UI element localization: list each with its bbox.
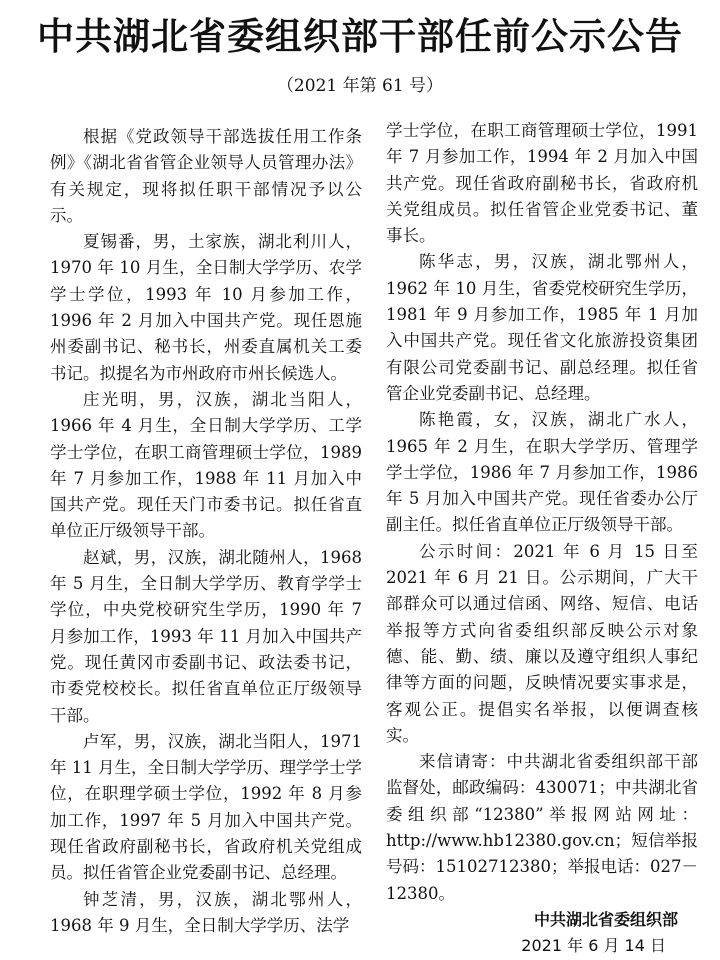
candidate-paragraph-continued: 学士学位，在职工商管理硕士学位，1991 年 7 月参加工作，1994 年 2 月加入中国共产党。现任省政府副秘书长，省政府机关党组成员。拟任省管企业党委书记、董事长。 (386, 121, 698, 246)
contact-paragraph: 来信请寄：中共湖北省委组织部干部监督处，邮政编码：430071；中共湖北省委组织部“12380”举报网站网址：http://www.hb12380.gov.cn；短信举报号码：15102712380；举报电话：027－12380。 (386, 752, 698, 903)
intro-paragraph: 根据《党政领导干部选拔任用工作条例》《湖北省省管企业领导人员管理办法》有关规定，现将拟任职干部情况予以公示。 (50, 127, 362, 225)
signature-org: 中共湖北省委组织部 (533, 909, 678, 929)
publicity-period-paragraph: 公示时间：2021 年 6 月 15 日至 2021 年 6 月 21 日。公示期间，广大干部群众可以通过信函、网络、短信、电话举报等方式向省委组织部反映公示对象德、能、勤、绩、廉以及遵守组织人事纪律等方面的问题，反映情况要实事求是，客观公正。提倡实名举报，以便调查核实。 (386, 541, 698, 745)
signature-date: 2021 年 6 月 14 日 (521, 936, 666, 956)
candidate-paragraph: 庄光明，男，汉族，湖北当阳人，1966 年 4 月生，全日制大学学历、工学学士学位，在职工商管理硕士学位，1989 年 7 月参加工作，1988 年 11 月加入中国共产党。现任天门市委书记。拟任省直单位正厅级领导干部。 (50, 389, 362, 541)
candidate-paragraph: 陈华志，男，汉族，湖北鄂州人，1962 年 10 月生，省委党校研究生学历，1981 年 9 月参加工作，1985 年 1 月加入中国共产党。现任省文化旅游投资集团有限公司党委副书记、副总经理。拟任省管企业党委副书记、总经理。 (386, 252, 698, 403)
right-column (386, 118, 698, 960)
candidate-paragraph: 夏锡番，男，土家族，湖北利川人，1970 年 10 月生，全日制大学学历、农学学士学位，1993 年 10 月参加工作，1996 年 2 月加入中国共产党。现任恩施州委副书记、秘书长，州委直属机关工委书记。拟提名为市州政府市州长候选人。 (50, 232, 362, 383)
candidate-paragraph: 钟芝清，男，汉族，湖北鄂州人，1968 年 9 月生，全日制大学学历、法学 (50, 889, 362, 935)
candidate-paragraph: 赵斌，男，汉族，湖北随州人，1968 年 5 月生，全日制大学学历、教育学学士学位，中央党校研究生学历，1990 年 7 月参加工作，1993 年 11 月加入中国共产党。现任黄冈市委副书记、政法委书记，市委党校校长。拟任省直单位正厅级领导干部。 (50, 547, 362, 725)
left-column (50, 124, 362, 939)
page-title: 中共湖北省委组织部干部任前公示公告 (37, 15, 683, 58)
issue-number: （2021 年第 61 号） (276, 76, 444, 96)
candidate-paragraph: 陈艳霞，女，汉族，湖北广水人，1965 年 2 月生，在职大学学历、管理学学士学位，1986 年 7 月参加工作，1986 年 5 月加入中国共产党。现任省委办公厅副主任。拟任省直单位正厅级领导干部。 (386, 410, 698, 535)
candidate-paragraph: 卢军，男，汉族，湖北当阳人，1971 年 11 月生，全日制大学学历、理学学士学位，在职理学硕士学位，1992 年 8 月参加工作，1997 年 5 月加入中国共产党。现任省政府副秘书长，省政府机关党组成员。拟任省管企业党委副书记、总经理。 (50, 731, 362, 883)
